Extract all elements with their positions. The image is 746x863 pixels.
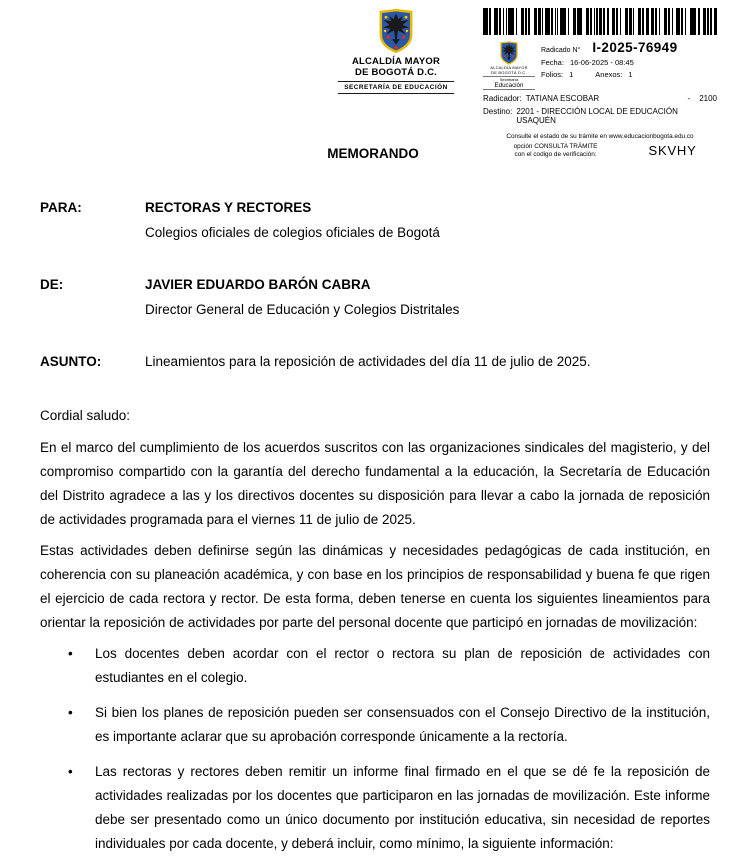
asunto-label: ASUNTO: (40, 354, 102, 369)
mini-logo-caption-secretaria: Secretaría (483, 76, 535, 82)
radicador-dash: - (687, 94, 691, 104)
document-title: MEMORANDO (327, 146, 419, 161)
destino-label: Destino: (483, 107, 513, 117)
field-de (40, 272, 710, 322)
radicador-code (688, 94, 717, 103)
radicado-stamp (483, 8, 717, 160)
de-value (145, 272, 459, 322)
logo-title-line2: DE BOGOTÁ D.C. (355, 67, 437, 78)
radicador-num: 2100 (699, 94, 717, 104)
consulta-block (483, 133, 717, 160)
bogota-coat-of-arms-small-icon (499, 41, 519, 65)
consulta-line1: Consulte el estado de su trámite en www.educacionbogota.edu.co (506, 133, 694, 141)
radicado-info (535, 40, 717, 90)
destino-line (483, 107, 717, 125)
consulta-line2: opción CONSULTA TRÁMITE (513, 142, 598, 150)
radicado-label: Radicado N° (541, 47, 581, 54)
anexos-label: Anexos: (595, 70, 623, 79)
radicado-number-line (541, 40, 717, 55)
guidelines-list (40, 642, 710, 856)
bogota-coat-of-arms-icon (377, 8, 415, 54)
logo-title-line1: ALCALDÍA MAYOR (351, 56, 441, 67)
radicado-number: I-2025-76949 (592, 40, 678, 55)
verification-code: SKVHY (648, 142, 697, 158)
document-body (40, 195, 710, 856)
fecha-label: Fecha: (541, 58, 564, 67)
de-label: DE: (40, 277, 64, 292)
mini-logo-caption-educacion: Educación (483, 82, 535, 90)
folios-value: 1 (569, 70, 574, 79)
paragraph-1: En el marco del cumplimiento de los acuerdos suscritos con las organizaciones sindicales del magisterio, y del compromiso compartido con la garantía del derecho fundamental a la educación, la Secretaría de Educación del Distrito agradece a las y los directivos docentes su disposición para llevar a cabo la jornada de reposición de actividades programada para el viernes 11 de julio de 2025. (40, 440, 710, 527)
field-para (40, 195, 710, 245)
consulta-line3: con el codigo de verificación: (514, 151, 597, 159)
paragraph-2: Estas actividades deben definirse según las dinámicas y necesidades pedagógicas de cada institución, en coherencia con su planeación académica, y con base en los principios de responsabilidad y buena fe que rigen el ejercicio de cada rectora y rector. De esta forma, deben tenerse en cuenta los siguientes lineamientos para orientar la reposición de actividades por parte del personal docente que participó en jornadas de movilización: (40, 543, 710, 630)
para-value (145, 195, 440, 245)
field-asunto (40, 349, 710, 374)
folios-line (541, 70, 717, 79)
radicador-value: TATIANA ESCOBAR (525, 94, 600, 104)
destino-value: 2201 - DIRECCIÓN LOCAL DE EDUCACIÓN USAQUÉN (516, 107, 678, 126)
secretaria-label: SECRETARÍA DE EDUCACIÓN (338, 81, 454, 94)
fecha-value: 16-06-2025 - 08:45 (569, 58, 634, 67)
radicador-line (483, 94, 717, 103)
mini-logo-caption-line1: ALCALDÍA MAYOR (490, 65, 528, 70)
anexos-value: 1 (628, 70, 633, 79)
consulta-left (483, 143, 628, 160)
city-logo-block (338, 8, 454, 94)
asunto-value: Lineamientos para la reposición de actividades del día 11 de julio de 2025. (145, 354, 591, 369)
consulta-row (483, 143, 717, 160)
bullet-item-3: • Las rectoras y rectores deben remitir un informe final firmado en el que se dé fe la reposición de actividades realizadas por los docentes que participaron en las jornadas de movilización. Este informe debe ser presentado como un único documento por institución educativa, sin necesidad de reportes individuales por cada docente, y deberá incluir, como mínimo, la siguiente información: (95, 760, 710, 856)
greeting: Cordial saludo: (40, 408, 131, 423)
mini-logo-block (483, 40, 535, 90)
bullet-item-2: • Si bien los planes de reposición pueden ser consensuados con el Consejo Directivo de la institución, es importante aclarar que su aprobación corresponde únicamente a la rectoría. (95, 701, 710, 749)
radicado-row (483, 40, 717, 90)
bullet-item-1: • Los docentes deben acordar con el rector o rectora su plan de reposición de actividades con estudiantes en el colegio. (95, 642, 710, 690)
para-recipient: RECTORAS Y RECTORES (145, 200, 312, 215)
para-label: PARA: (40, 200, 82, 215)
para-recipient-detail: Colegios oficiales de colegios oficiales de Bogotá (145, 225, 440, 240)
fecha-line (541, 58, 717, 67)
de-sender-title: Director General de Educación y Colegios Distritales (145, 302, 460, 317)
de-sender: JAVIER EDUARDO BARÓN CABRA (145, 277, 371, 292)
barcode-icon (483, 8, 717, 35)
folios-label: Folios: (541, 70, 564, 79)
mini-logo-caption-line2: DE BOGOTÁ D.C. (491, 69, 527, 75)
radicador-label: Radicador: (483, 94, 522, 104)
